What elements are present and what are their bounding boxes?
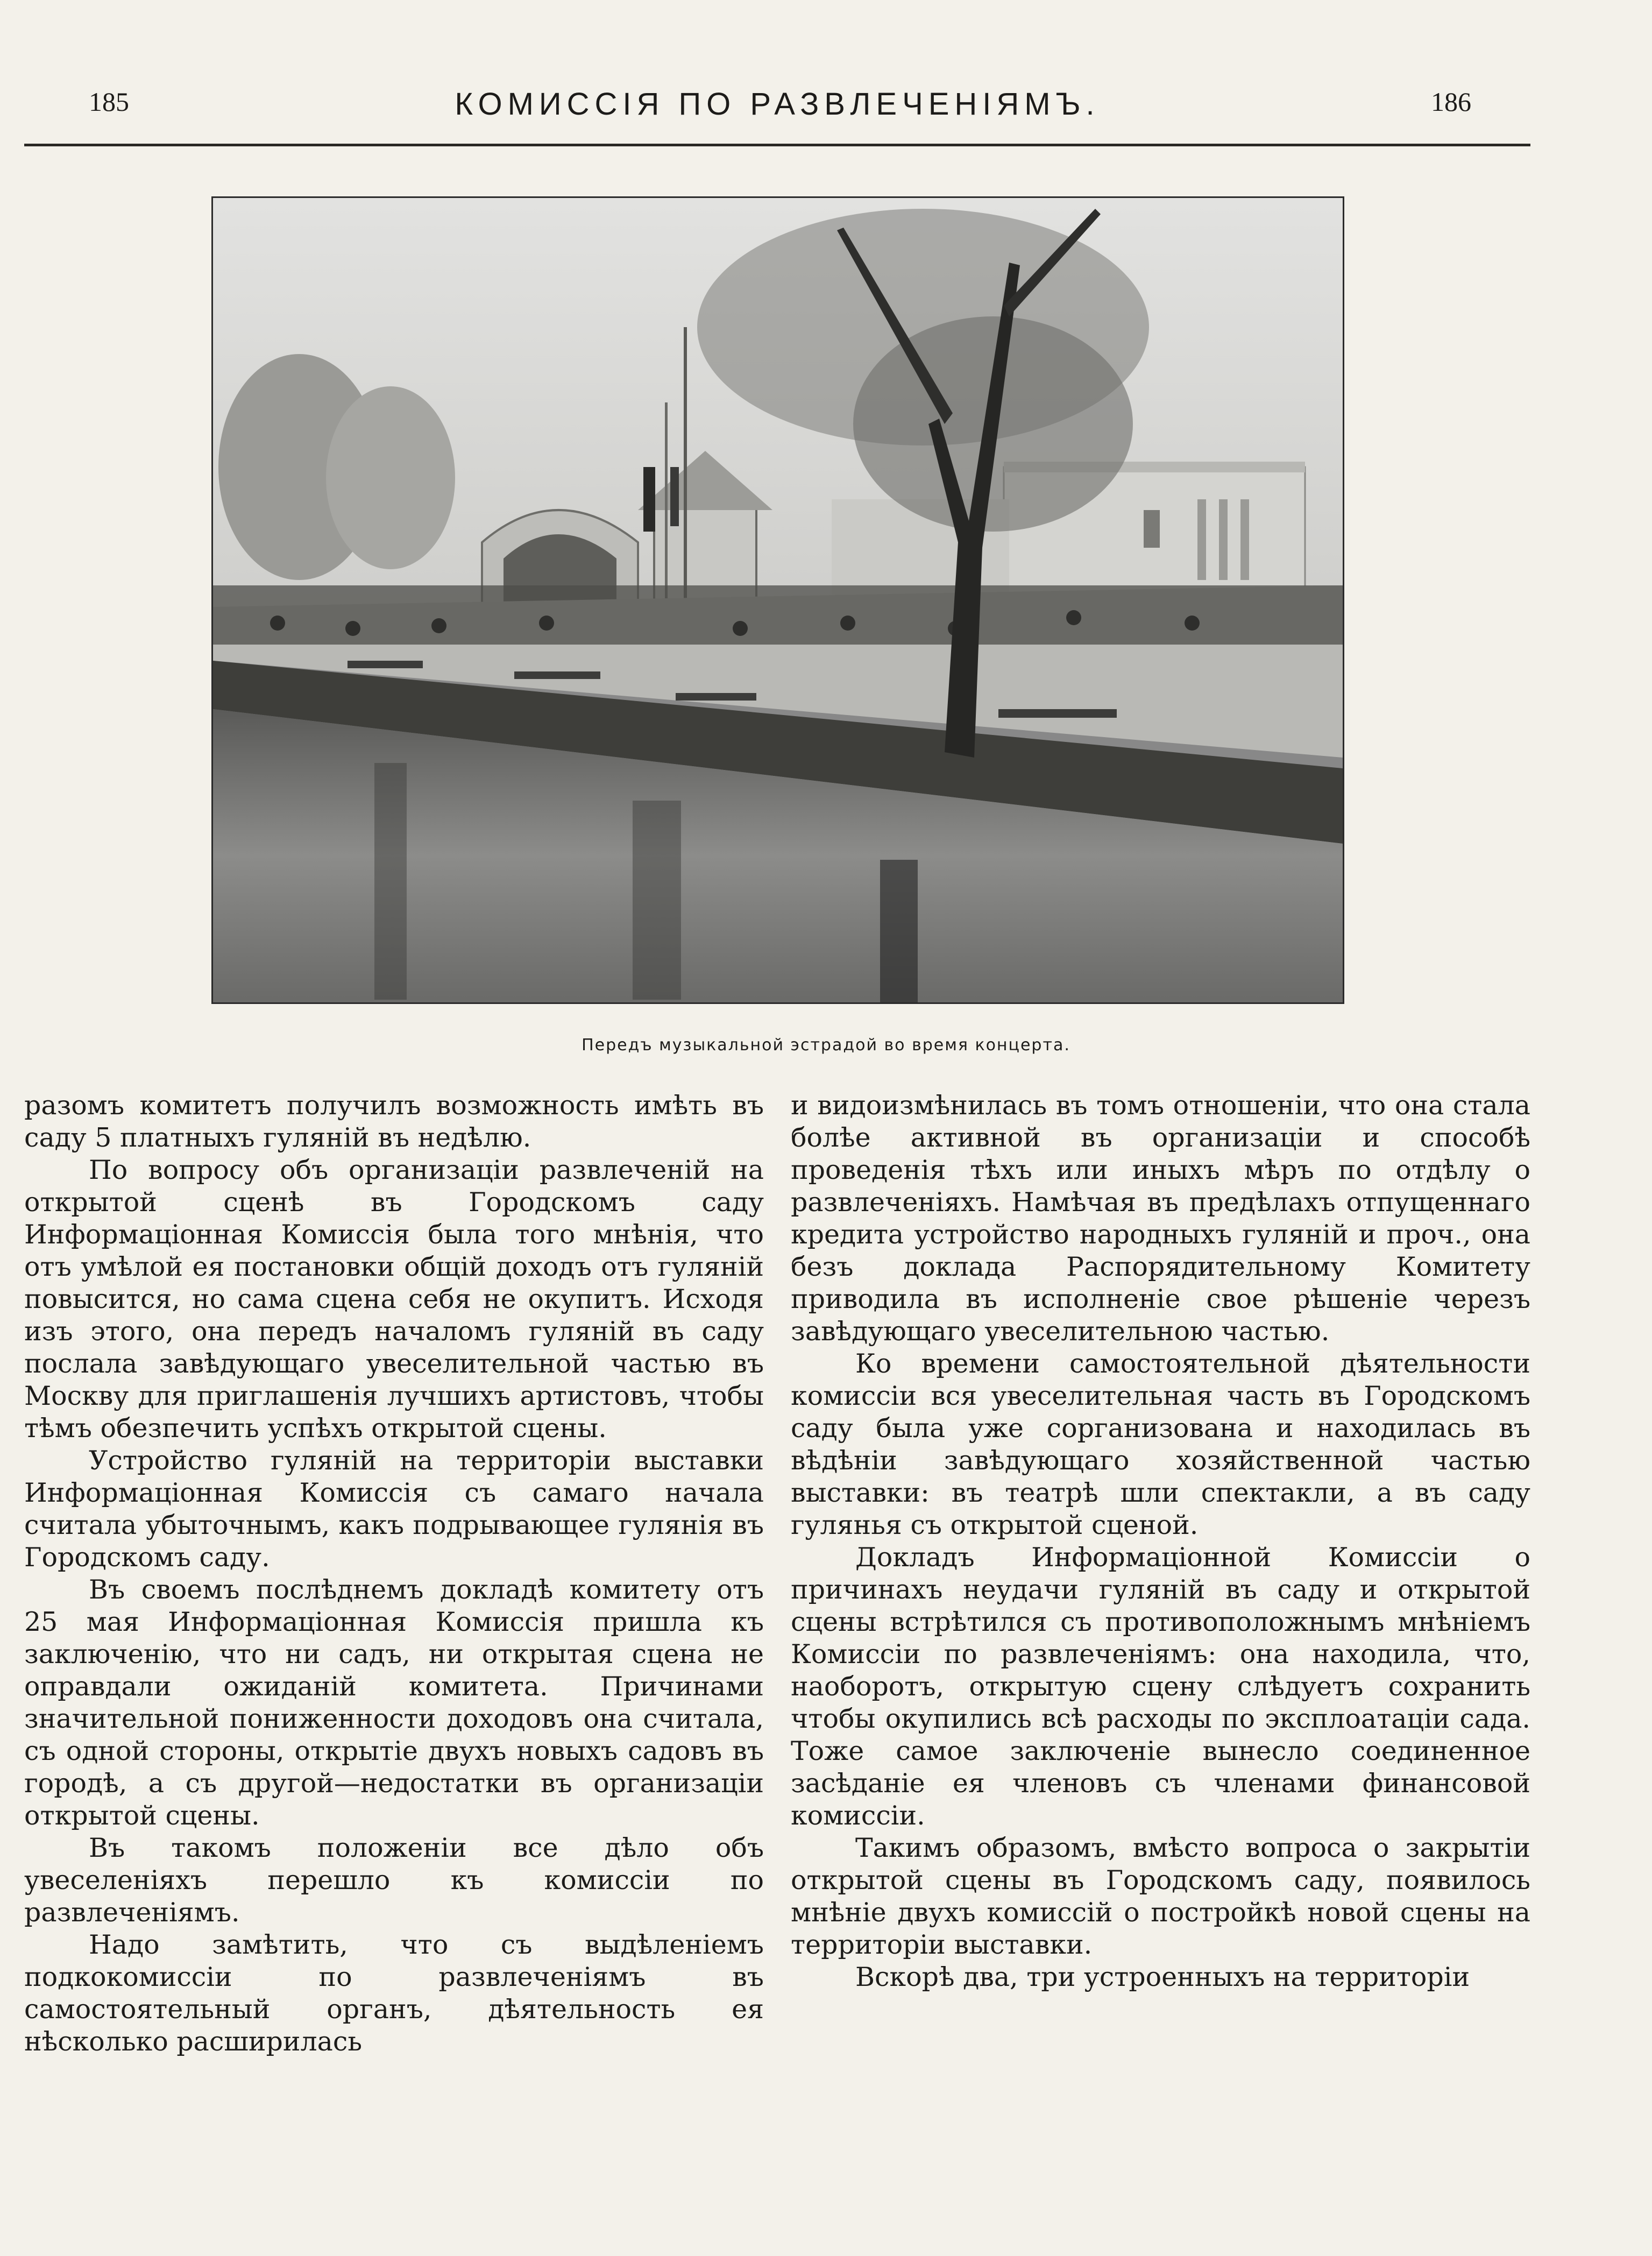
- page-number-left: 185: [89, 87, 129, 117]
- left-paragraph-1: разомъ комитетъ получилъ возможность имѣть въ саду 5 платныхъ гуляній въ недѣлю.: [24, 1090, 764, 1153]
- right-paragraph-1: и видоизмѣнилась въ томъ отношеніи, что она стала болѣе активной въ организаціи и способѣ проведенія тѣхъ или иныхъ мѣръ по отдѣлу о развлеченіяхъ. Намѣчая въ предѣлахъ отпущеннаго кредита устройство народныхъ гуляній и проч., она безъ доклада Распорядительному Комитету приводила въ исполненіе свое рѣшеніе черезъ завѣдующаго увеселительною частью.: [791, 1090, 1530, 1347]
- right-paragraph-2: Ко времени самостоятельной дѣятельности комиссіи вся увеселительная часть въ Городскомъ саду была уже сорганизована и находилась въ вѣдѣніи завѣдующаго хозяйственной частью выставки: въ театрѣ шли спектакли, а въ саду гулянья съ открытой сценой.: [791, 1348, 1530, 1540]
- left-paragraph-4: Въ своемъ послѣднемъ докладѣ комитету отъ 25 мая Информаціонная Комиссія пришла къ заключенію, что ни садъ, ни открытая сцена не оправдали ожиданій комитета. Причинами значительной пониженности доходовъ она считала, съ одной стороны, открытіе двухъ новыхъ садовъ въ городѣ, а съ другой—недостатки въ организаціи открытой сцены.: [24, 1574, 764, 1831]
- right-paragraph-3: Докладъ Информаціонной Комиссіи о причинахъ неудачи гуляній въ саду и открытой сцены встрѣтился съ противоположнымъ мнѣніемъ Комиссіи по развлеченіямъ: она находила, что, наоборотъ, открытую сцену слѣдуетъ сохранить чтобы окупились всѣ расходы по эксплоатаціи сада. Тоже самое заключеніе вынесло соединенное засѣданіе ея членовъ съ членами финансовой комиссіи.: [791, 1542, 1530, 1831]
- header-rule: [24, 144, 1530, 146]
- right-paragraph-4: Такимъ образомъ, вмѣсто вопроса о закрытіи открытой сцены въ Городскомъ саду, появилось мнѣніе двухъ комиссій о постройкѣ новой сцены на территоріи выставки.: [791, 1833, 1530, 1960]
- left-paragraph-3: Устройство гуляній на территоріи выставки Информаціонная Комиссія съ самаго начала считала убыточнымъ, какъ подрывающее гулянія въ Городскомъ саду.: [24, 1445, 764, 1573]
- right-column: [791, 1090, 1530, 1993]
- left-paragraph-5: Въ такомъ положеніи все дѣло объ увеселеніяхъ перешло къ комиссіи по развлеченіямъ.: [24, 1833, 764, 1928]
- left-paragraph-6: Надо замѣтить, что съ выдѣленіемъ подкокомиссіи по развлеченіямъ въ самостоятельный органъ, дѣятельность ея нѣсколько расширилась: [24, 1929, 764, 2057]
- page-header: [24, 75, 1530, 145]
- concert-photograph: [211, 196, 1344, 1004]
- running-title: КОМИССІЯ ПО РАЗВЛЕЧЕНІЯМЪ.: [455, 87, 1100, 122]
- right-paragraph-5: Вскорѣ два, три устроенныхъ на территоріи: [855, 1962, 1470, 1992]
- figure-caption: Передъ музыкальной эстрадой во время концерта.: [582, 1036, 1070, 1055]
- page-number-right: 186: [1431, 87, 1471, 117]
- left-column: [24, 1090, 764, 2058]
- left-paragraph-2: По вопросу объ организаціи развлеченій на открытой сценѣ въ Городскомъ саду Информаціонная Комиссія была того мнѣнія, что отъ умѣлой ея постановки общій доходъ отъ гуляній повысится, но сама сцена себя не окупитъ. Исходя изъ этого, она передъ началомъ гуляній въ саду послала завѣдующаго увеселительной частью въ Москву для приглашенія лучшихъ артистовъ, чтобы тѣмъ обезпечить успѣхъ открытой сцены.: [24, 1155, 764, 1444]
